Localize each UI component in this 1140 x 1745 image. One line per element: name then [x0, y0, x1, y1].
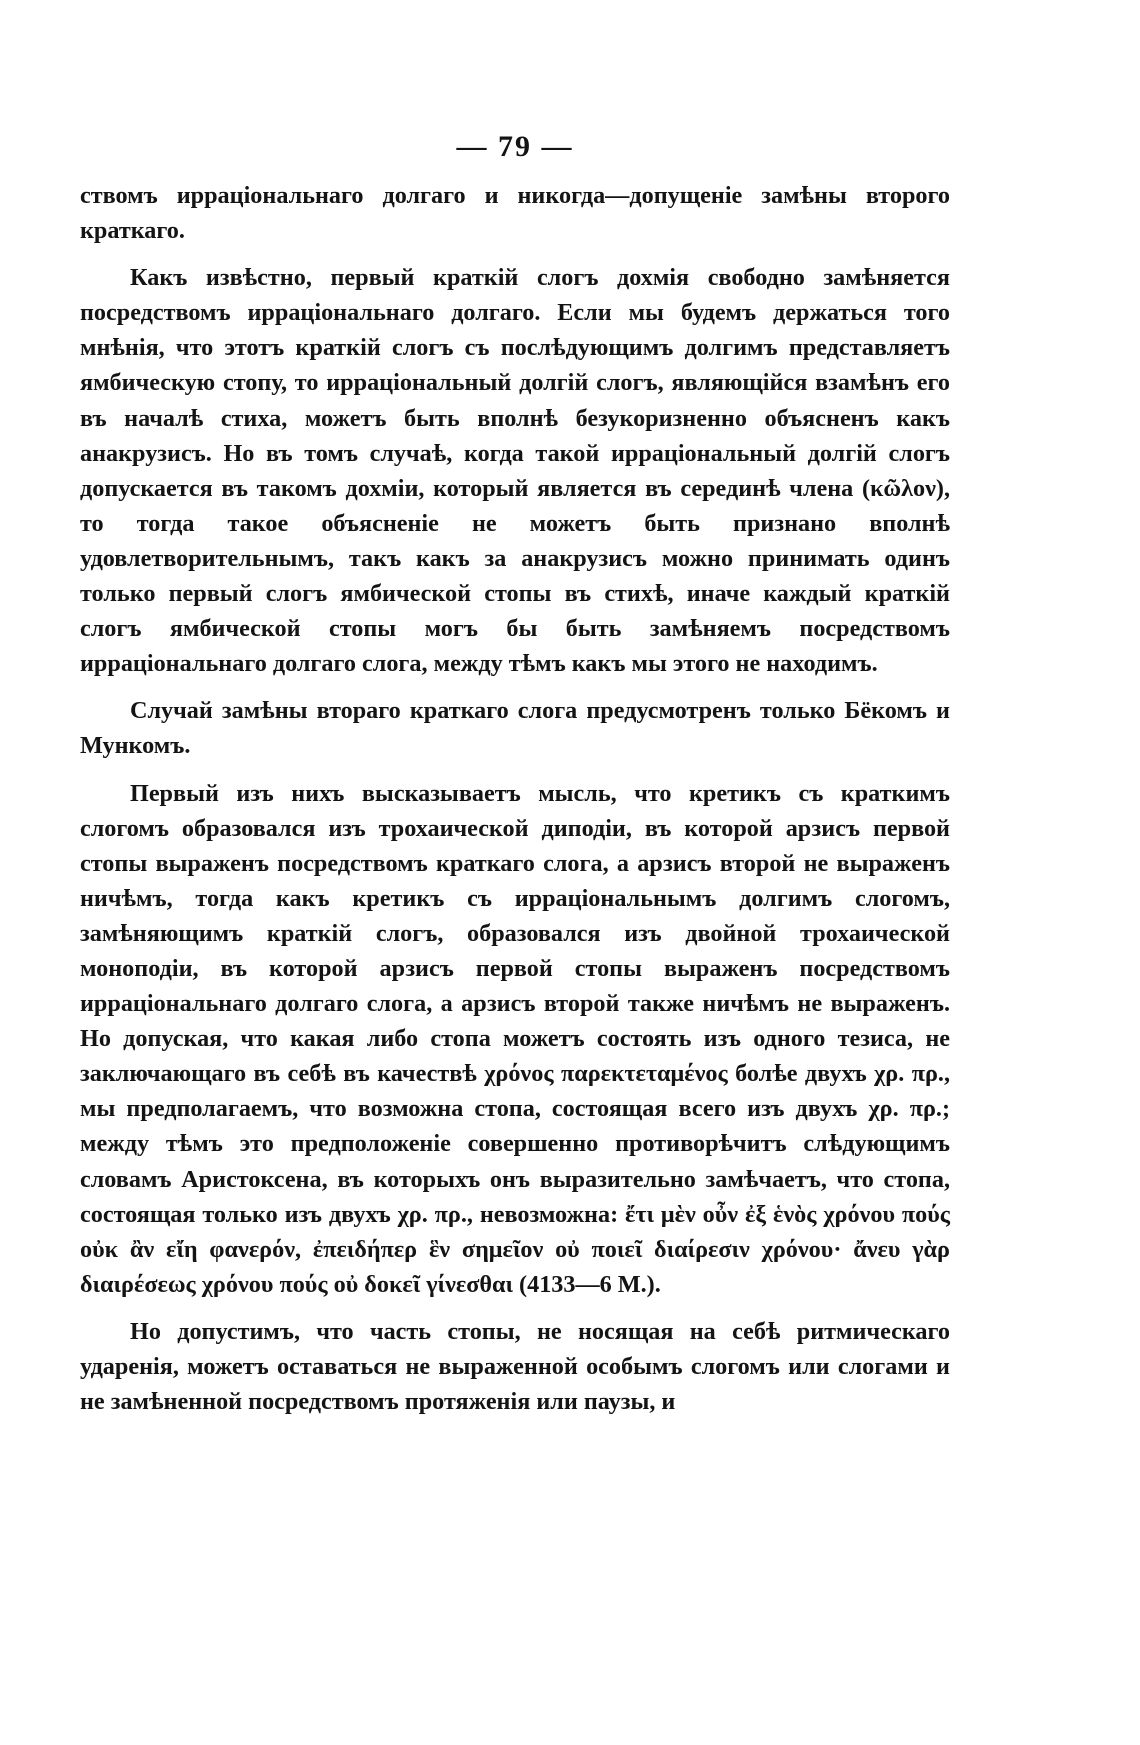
paragraph-2: Какъ извѣстно, первый краткій слогъ дохмія свободно замѣняется посредствомъ ирраціональнаго долгаго. Если мы будемъ держаться того мнѣнія, что этотъ краткій слогъ съ послѣдующимъ долгимъ представляетъ ямбическую стопу, то ирраціональный долгій слогъ, являющійся взамѣнъ его въ началѣ стиха, можетъ быть вполнѣ безукоризненно объясненъ какъ анакрузисъ. Но въ томъ случаѣ, когда такой ирраціональный долгій слогъ допускается въ такомъ дохміи, который является въ серединѣ члена (κῶλον), то тогда такое объясненіе не можетъ быть признано вполнѣ удовлетворительнымъ, такъ какъ за анакрузисъ можно принимать одинъ только первый слогъ ямбической стопы въ стихѣ, иначе каждый краткій слогъ ямбической стопы могъ бы быть замѣняемъ посредствомъ ирраціональнаго долгаго слога, между тѣмъ какъ мы этого не находимъ.: [80, 264, 950, 678]
page-number: — 79 —: [456, 130, 574, 163]
paragraph-1: ствомъ ирраціональнаго долгаго и никогда—допущеніе замѣны второго краткаго.: [80, 182, 950, 245]
paragraph-5: Но допустимъ, что часть стопы, не носящая на себѣ ритмическаго ударенія, можетъ оставаться не выраженной особымъ слогомъ или слогами и не замѣненной посредствомъ протяженія или паузы, и: [80, 1317, 950, 1416]
paragraph-3: Случай замѣны втораго краткаго слога предусмотренъ только Бёкомъ и Мункомъ.: [80, 697, 950, 760]
book-page: [80, 130, 950, 1431]
paragraph-4: Первый изъ нихъ высказываетъ мысль, что кретикъ съ краткимъ слогомъ образовался изъ трохаической диподіи, въ которой арзисъ первой стопы выраженъ посредствомъ краткаго слога, а арзисъ второй не выраженъ ничѣмъ, тогда какъ кретикъ съ ирраціональнымъ долгимъ слогомъ, замѣняющимъ краткій слогъ, образовался изъ двойной трохаической моноподіи, въ которой арзисъ первой стопы выраженъ посредствомъ ирраціональнаго долгаго слога, а арзисъ второй также ничѣмъ не выраженъ. Но допуская, что какая либо стопа можетъ состоять изъ одного тезиса, не заключающаго въ себѣ въ качествѣ χρόνος παρεκτεταμένος болѣе двухъ χρ. πρ., мы предполагаемъ, что возможна стопа, состоящая всего изъ двухъ χρ. πρ.; между тѣмъ это предположеніе совершенно противорѣчитъ слѣдующимъ словамъ Аристоксена, въ которыхъ онъ выразительно замѣчаетъ, что стопа, состоящая только изъ двухъ χρ. πρ., невозможна: ἔτι μὲν οὖν ἐξ ἑνὸς χρόνου πούς οὐκ ἂν εἴη φανερόν, ἐπειδήπερ ἓν σημεῖον οὐ ποιεῖ διαίρεσιν χρόνου· ἄνευ γὰρ διαιρέσεως χρόνου πούς οὐ δοκεῖ γίνεσθαι (4133—6 M.).: [80, 779, 950, 1298]
